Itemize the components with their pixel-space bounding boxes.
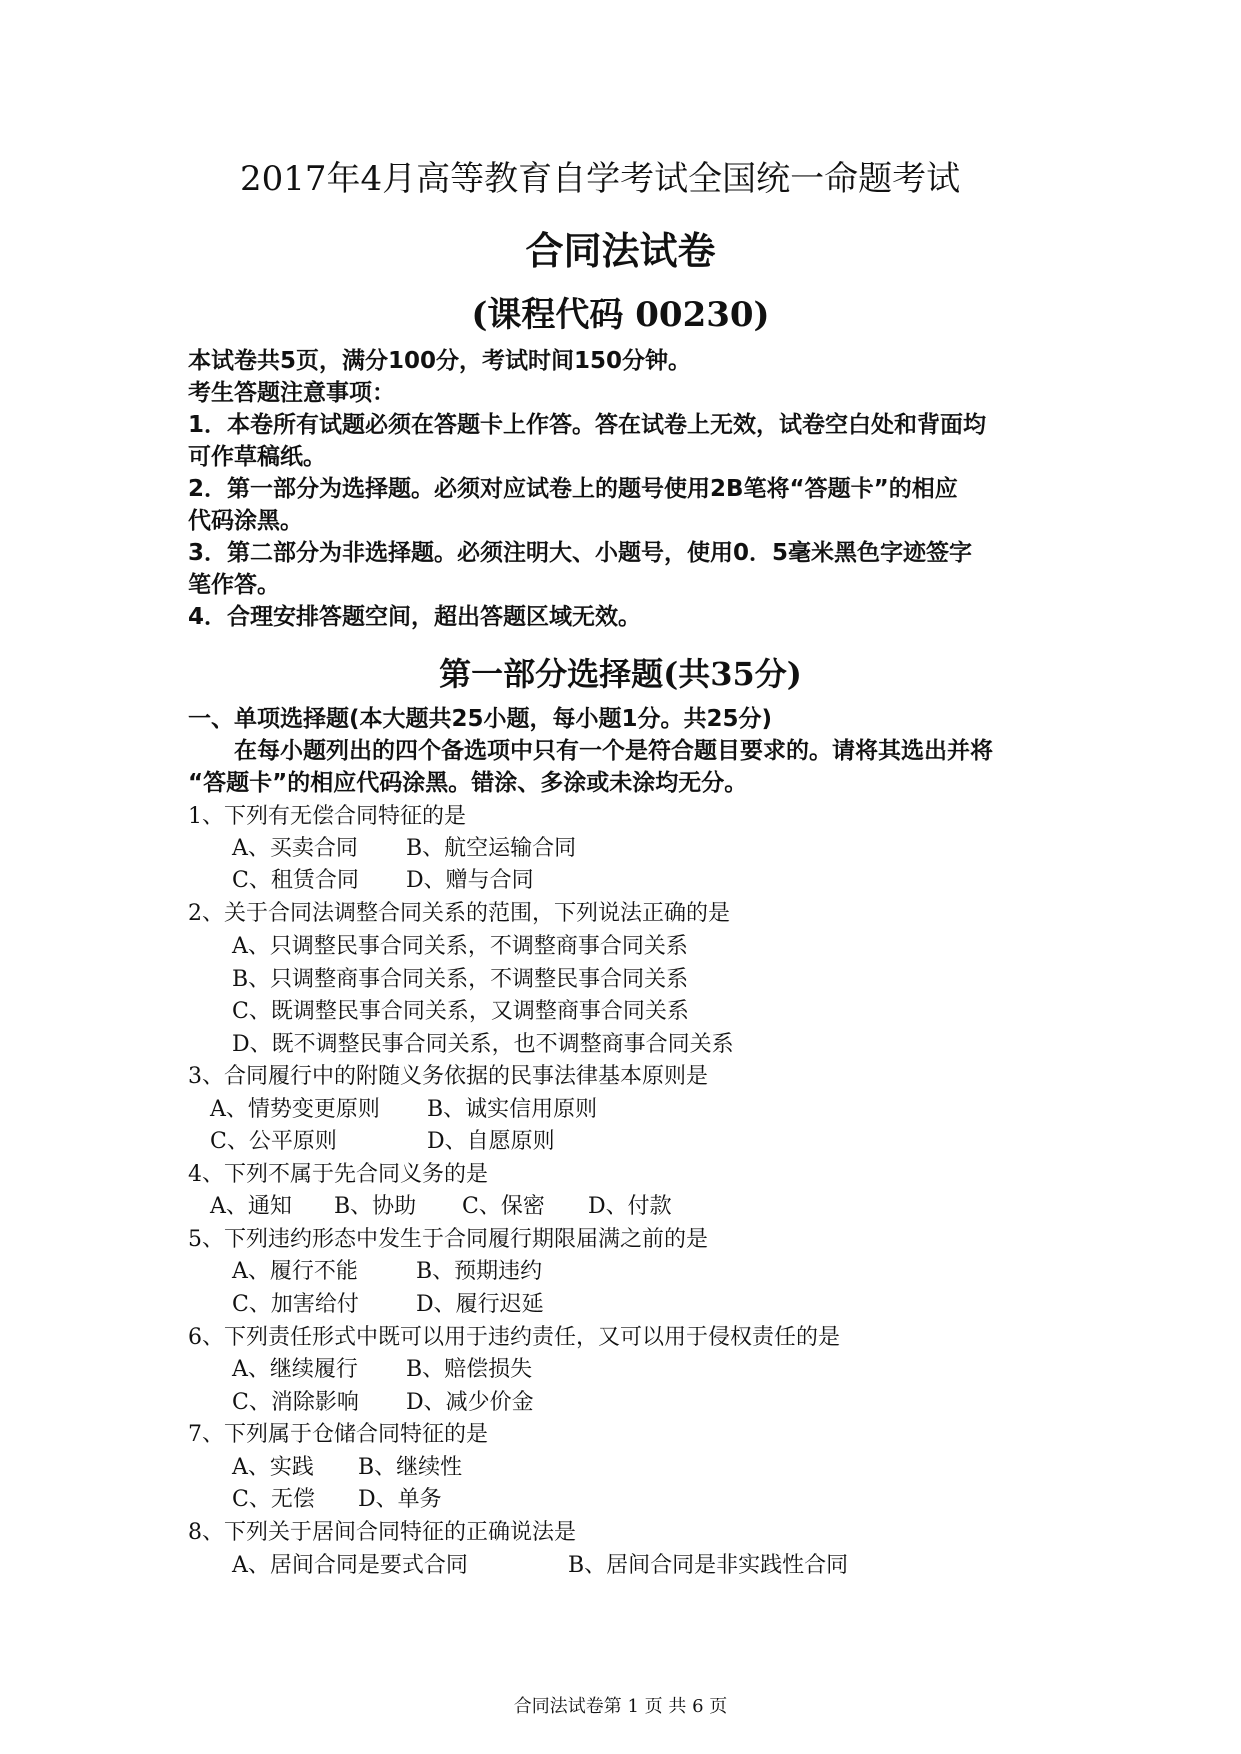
option: D、既不调整民事合同关系，也不调整商事合同关系 — [232, 1032, 734, 1057]
instruction-line-1: 在每小题列出的四个备选项中只有一个是符合题目要求的。请将其选出并将 — [234, 738, 993, 764]
note-2-line-2: 代码涂黑。 — [188, 508, 303, 534]
note-2-line-1: 2．第一部分为选择题。必须对应试卷上的题号使用2B笔将“答题卡”的相应 — [188, 476, 958, 502]
question-stem: 1、下列有无偿合同特征的是 — [188, 804, 466, 829]
question-stem: 3、合同履行中的附随义务依据的民事法律基本原则是 — [188, 1064, 708, 1089]
option: C、既调整民事合同关系，又调整商事合同关系 — [232, 999, 689, 1024]
question-stem: 4、下列不属于先合同义务的是 — [188, 1162, 488, 1187]
section-heading: 一、单项选择题(本大题共25小题，每小题1分。共25分) — [188, 706, 773, 732]
instruction-line-2: “答题卡”的相应代码涂黑。错涂、多涂或未涂均无分。 — [188, 770, 748, 796]
option: A、只调整民事合同关系，不调整商事合同关系 — [232, 934, 688, 959]
option: D、履行迟延 — [416, 1292, 544, 1317]
course-code: (课程代码 00230) — [471, 295, 770, 335]
option: A、继续履行 — [232, 1357, 358, 1382]
option: C、加害给付 — [232, 1292, 359, 1317]
option: B、诚实信用原则 — [427, 1097, 598, 1122]
notes-intro: 本试卷共5页，满分100分，考试时间150分钟。 — [188, 348, 692, 374]
option: B、只调整商事合同关系，不调整民事合同关系 — [232, 967, 689, 992]
page-footer: 合同法试卷第 1 页 共 6 页 — [513, 1696, 728, 1717]
option: A、居间合同是要式合同 — [232, 1553, 468, 1578]
paper-title: 合同法试卷 — [525, 228, 716, 273]
option: C、消除影响 — [232, 1390, 359, 1415]
note-1-line-1: 1．本卷所有试题必须在答题卡上作答。答在试卷上无效，试卷空白处和背面均 — [188, 412, 987, 438]
option: C、租赁合同 — [232, 868, 359, 893]
option: A、实践 — [232, 1455, 314, 1480]
option: C、无偿 — [232, 1487, 315, 1512]
option: A、履行不能 — [232, 1259, 358, 1284]
option: C、公平原则 — [210, 1129, 337, 1154]
note-3-line-2: 笔作答。 — [188, 572, 280, 598]
option: D、自愿原则 — [427, 1129, 555, 1154]
question-stem: 6、下列责任形式中既可以用于违约责任，又可以用于侵权责任的是 — [188, 1325, 840, 1350]
option: D、减少价金 — [406, 1390, 534, 1415]
option: A、通知 — [210, 1194, 292, 1219]
question-stem: 5、下列违约形态中发生于合同履行期限届满之前的是 — [188, 1227, 708, 1252]
question-stem: 7、下列属于仓储合同特征的是 — [188, 1422, 488, 1447]
option: A、情势变更原则 — [210, 1097, 380, 1122]
note-4: 4．合理安排答题空间，超出答题区域无效。 — [188, 604, 642, 630]
option: B、协助 — [334, 1194, 417, 1219]
question-stem: 2、关于合同法调整合同关系的范围，下列说法正确的是 — [188, 901, 730, 926]
option: D、付款 — [588, 1194, 672, 1219]
option: A、买卖合同 — [232, 836, 358, 861]
option: D、赠与合同 — [406, 868, 534, 893]
exam-title: 2017年4月高等教育自学考试全国统一命题考试 — [240, 159, 961, 199]
note-3-line-1: 3．第二部分为非选择题。必须注明大、小题号，使用0．5毫米黑色字迹签字 — [188, 540, 973, 566]
note-1-line-2: 可作草稿纸。 — [188, 444, 326, 470]
option: B、继续性 — [358, 1455, 463, 1480]
option: B、居间合同是非实践性合同 — [568, 1553, 849, 1578]
notes-heading: 考生答题注意事项： — [188, 380, 395, 406]
part1-title: 第一部分选择题(共35分) — [439, 655, 802, 693]
option: B、赔偿损失 — [406, 1357, 533, 1382]
option: D、单务 — [358, 1487, 442, 1512]
question-stem: 8、下列关于居间合同特征的正确说法是 — [188, 1520, 576, 1545]
option: B、航空运输合同 — [406, 836, 577, 861]
option: C、保密 — [462, 1194, 545, 1219]
option: B、预期违约 — [416, 1259, 543, 1284]
